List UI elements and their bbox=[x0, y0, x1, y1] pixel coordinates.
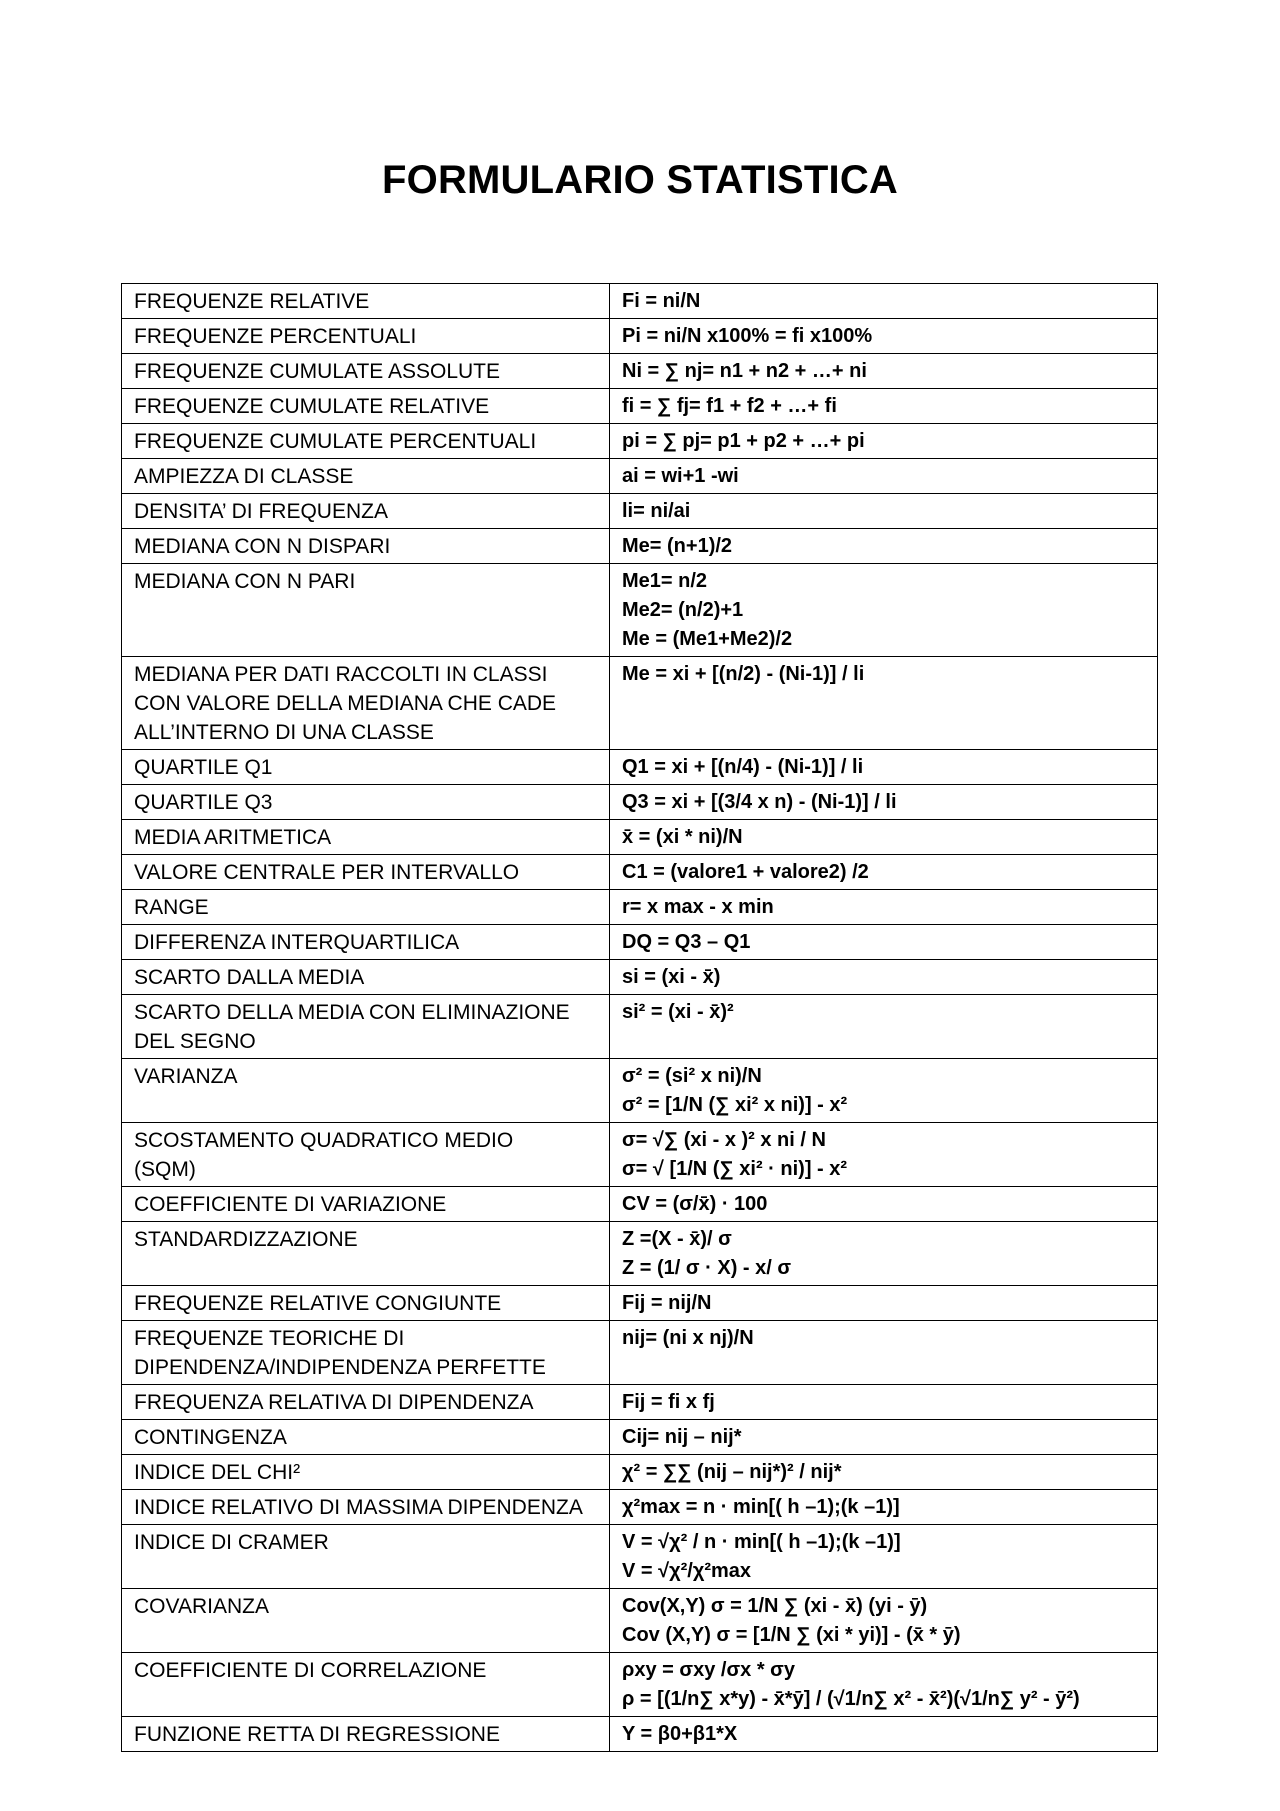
formula: Me1= n/2 Me2= (n/2)+1 Me = (Me1+Me2)/2 bbox=[610, 564, 1158, 657]
table-row bbox=[122, 750, 1158, 785]
table-row bbox=[122, 960, 1158, 995]
table-row bbox=[122, 1222, 1158, 1286]
concept-name: COEFFICIENTE DI CORRELAZIONE bbox=[122, 1653, 610, 1717]
concept-name: FREQUENZE RELATIVE bbox=[122, 284, 610, 319]
formula: r= x max - x min bbox=[610, 890, 1158, 925]
concept-name: CONTINGENZA bbox=[122, 1420, 610, 1455]
formula: Y = β0+β1*X bbox=[610, 1717, 1158, 1752]
formula: Me = xi + [(n/2) - (Ni-1)] / li bbox=[610, 657, 1158, 750]
formula: Q1 = xi + [(n/4) - (Ni-1)] / li bbox=[610, 750, 1158, 785]
concept-name: DIFFERENZA INTERQUARTILICA bbox=[122, 925, 610, 960]
concept-name: FREQUENZE CUMULATE RELATIVE bbox=[122, 389, 610, 424]
table-row bbox=[122, 1490, 1158, 1525]
formula: DQ = Q3 – Q1 bbox=[610, 925, 1158, 960]
concept-name: QUARTILE Q3 bbox=[122, 785, 610, 820]
formula: nij= (ni x nj)/N bbox=[610, 1321, 1158, 1385]
concept-name: FREQUENZA RELATIVA DI DIPENDENZA bbox=[122, 1385, 610, 1420]
formula: si² = (xi - x̄)² bbox=[610, 995, 1158, 1059]
concept-name: FREQUENZE RELATIVE CONGIUNTE bbox=[122, 1286, 610, 1321]
formula: Fij = nij/N bbox=[610, 1286, 1158, 1321]
formula: Z =(X - x̄)/ σ Z = (1/ σ · X) - x/ σ bbox=[610, 1222, 1158, 1286]
concept-name: VALORE CENTRALE PER INTERVALLO bbox=[122, 855, 610, 890]
concept-name: INDICE DI CRAMER bbox=[122, 1525, 610, 1589]
concept-name: COVARIANZA bbox=[122, 1589, 610, 1653]
table-row bbox=[122, 1187, 1158, 1222]
concept-name: AMPIEZZA DI CLASSE bbox=[122, 459, 610, 494]
formula: si = (xi - x̄) bbox=[610, 960, 1158, 995]
table-row bbox=[122, 1059, 1158, 1123]
formula: Pi = ni/N x100% = fi x100% bbox=[610, 319, 1158, 354]
formula-table-body bbox=[122, 284, 1158, 1752]
table-row bbox=[122, 1123, 1158, 1187]
formula: σ² = (si² x ni)/N σ² = [1/N (∑ xi² x ni)] - x² bbox=[610, 1059, 1158, 1123]
formula: σ= √∑ (xi - x )² x ni / N σ= √ [1/N (∑ xi² · ni)] - x² bbox=[610, 1123, 1158, 1187]
table-row bbox=[122, 424, 1158, 459]
concept-name: SCARTO DALLA MEDIA bbox=[122, 960, 610, 995]
formula: V = √χ² / n · min[( h –1);(k –1)] V = √χ²/χ²max bbox=[610, 1525, 1158, 1589]
concept-name: RANGE bbox=[122, 890, 610, 925]
formula: pi = ∑ pj= p1 + p2 + …+ pi bbox=[610, 424, 1158, 459]
table-row bbox=[122, 319, 1158, 354]
concept-name: FREQUENZE CUMULATE ASSOLUTE bbox=[122, 354, 610, 389]
concept-name: COEFFICIENTE DI VARIAZIONE bbox=[122, 1187, 610, 1222]
table-row bbox=[122, 890, 1158, 925]
concept-name: FREQUENZE CUMULATE PERCENTUALI bbox=[122, 424, 610, 459]
concept-name: QUARTILE Q1 bbox=[122, 750, 610, 785]
concept-name: FREQUENZE PERCENTUALI bbox=[122, 319, 610, 354]
formula: ai = wi+1 -wi bbox=[610, 459, 1158, 494]
formula: χ²max = n · min[( h –1);(k –1)] bbox=[610, 1490, 1158, 1525]
table-row bbox=[122, 1525, 1158, 1589]
concept-name: FUNZIONE RETTA DI REGRESSIONE bbox=[122, 1717, 610, 1752]
table-row bbox=[122, 785, 1158, 820]
formula: Me= (n+1)/2 bbox=[610, 529, 1158, 564]
formula: C1 = (valore1 + valore2) /2 bbox=[610, 855, 1158, 890]
table-row bbox=[122, 1385, 1158, 1420]
concept-name: DENSITA’ DI FREQUENZA bbox=[122, 494, 610, 529]
table-row bbox=[122, 459, 1158, 494]
concept-name: MEDIANA CON N DISPARI bbox=[122, 529, 610, 564]
formula: χ² = ∑∑ (nij – nij*)² / nij* bbox=[610, 1455, 1158, 1490]
formula: ρxy = σxy /σx * σy ρ = [(1/n∑ x*y) - x̄*ȳ] / (√1/n∑ x² - x̄²)(√1/n∑ y² - ȳ²) bbox=[610, 1653, 1158, 1717]
table-row bbox=[122, 855, 1158, 890]
table-row bbox=[122, 564, 1158, 657]
concept-name: VARIANZA bbox=[122, 1059, 610, 1123]
table-row bbox=[122, 529, 1158, 564]
concept-name: SCOSTAMENTO QUADRATICO MEDIO (SQM) bbox=[122, 1123, 610, 1187]
table-row bbox=[122, 1321, 1158, 1385]
table-row bbox=[122, 925, 1158, 960]
formula: Q3 = xi + [(3/4 x n) - (Ni-1)] / li bbox=[610, 785, 1158, 820]
formula: Ni = ∑ nj= n1 + n2 + …+ ni bbox=[610, 354, 1158, 389]
concept-name: MEDIA ARITMETICA bbox=[122, 820, 610, 855]
formula: CV = (σ/x̄) · 100 bbox=[610, 1187, 1158, 1222]
concept-name: MEDIANA PER DATI RACCOLTI IN CLASSI CON VALORE DELLA MEDIANA CHE CADE ALL’INTERNO DI UNA CLASSE bbox=[122, 657, 610, 750]
table-row bbox=[122, 1653, 1158, 1717]
table-row bbox=[122, 1286, 1158, 1321]
page-title: FORMULARIO STATISTICA bbox=[382, 158, 898, 202]
table-row bbox=[122, 820, 1158, 855]
table-row bbox=[122, 657, 1158, 750]
table-row bbox=[122, 1455, 1158, 1490]
table-row bbox=[122, 995, 1158, 1059]
formula-table bbox=[121, 283, 1158, 1752]
concept-name: FREQUENZE TEORICHE DI DIPENDENZA/INDIPENDENZA PERFETTE bbox=[122, 1321, 610, 1385]
table-row bbox=[122, 354, 1158, 389]
concept-name: INDICE RELATIVO DI MASSIMA DIPENDENZA bbox=[122, 1490, 610, 1525]
table-row bbox=[122, 284, 1158, 319]
formula: Cij= nij – nij* bbox=[610, 1420, 1158, 1455]
formula: li= ni/ai bbox=[610, 494, 1158, 529]
concept-name: STANDARDIZZAZIONE bbox=[122, 1222, 610, 1286]
table-row bbox=[122, 494, 1158, 529]
formula: fi = ∑ fj= f1 + f2 + …+ fi bbox=[610, 389, 1158, 424]
table-row bbox=[122, 1420, 1158, 1455]
concept-name: SCARTO DELLA MEDIA CON ELIMINAZIONE DEL SEGNO bbox=[122, 995, 610, 1059]
formula: x̄ = (xi * ni)/N bbox=[610, 820, 1158, 855]
table-row bbox=[122, 389, 1158, 424]
table-row bbox=[122, 1717, 1158, 1752]
formula: Fi = ni/N bbox=[610, 284, 1158, 319]
table-row bbox=[122, 1589, 1158, 1653]
formula: Fij = fi x fj bbox=[610, 1385, 1158, 1420]
formula: Cov(X,Y) σ = 1/N ∑ (xi - x̄) (yi - ȳ) Cov (X,Y) σ = [1/N ∑ (xi * yi)] - (x̄ * ȳ) bbox=[610, 1589, 1158, 1653]
concept-name: MEDIANA CON N PARI bbox=[122, 564, 610, 657]
concept-name: INDICE DEL CHI² bbox=[122, 1455, 610, 1490]
